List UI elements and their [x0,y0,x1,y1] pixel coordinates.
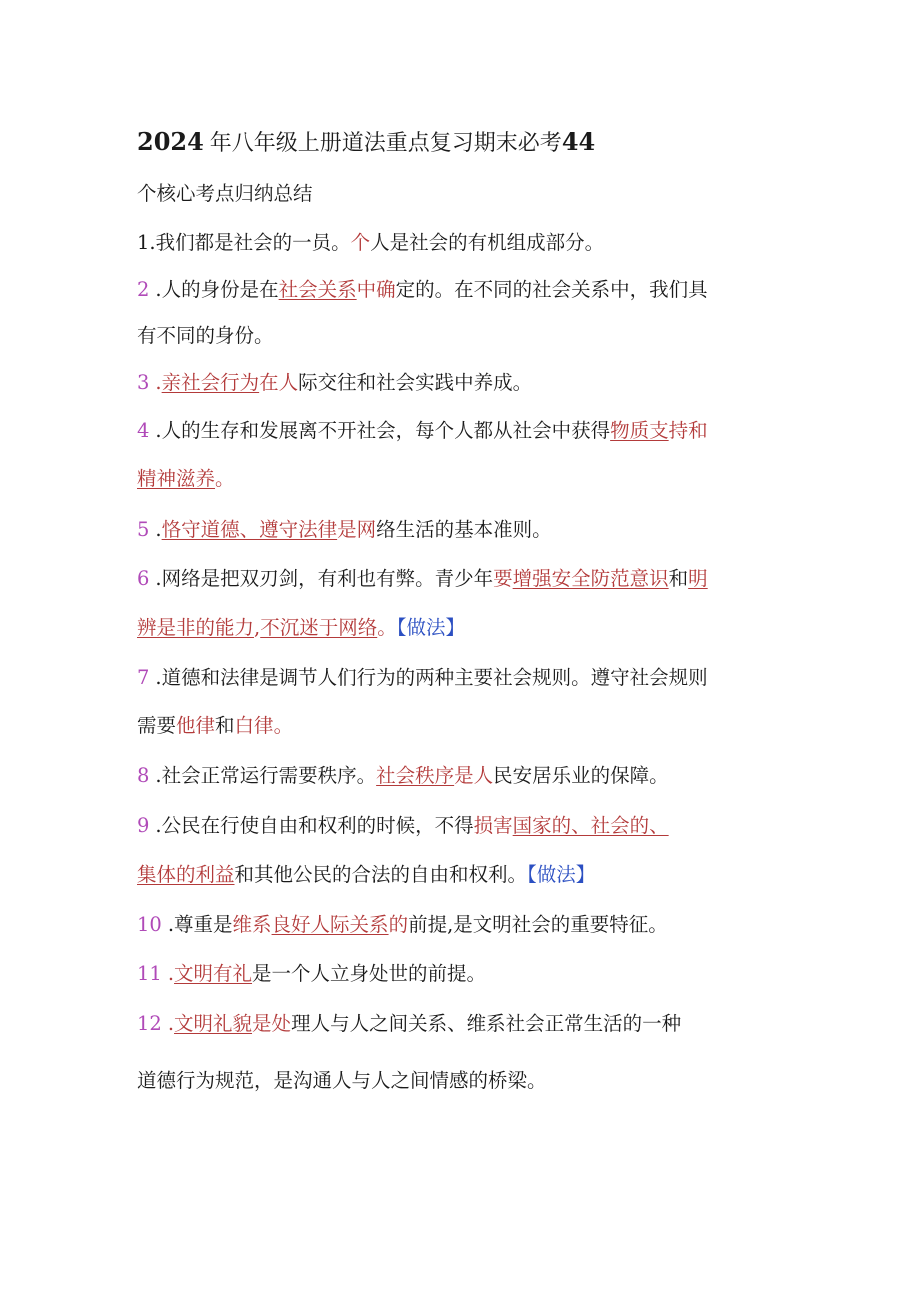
point-text: 。 [377,616,397,639]
key-phrase: 社会秩序 [376,764,455,787]
key-phrase: 集体的利益 [137,863,235,886]
point-text: .人的身份是在 [155,278,279,301]
key-phrase: 精神滋养 [137,467,216,490]
point-6 [137,563,708,595]
key-phrase: 持和 [668,419,708,442]
point-6-cont [137,612,465,644]
method-tag: 【做法】 [396,616,466,639]
point-number: 10 [137,913,162,936]
key-phrase: 要 [493,567,513,590]
point-number: 1. [137,231,156,254]
point-12-cont: 道德行为规范，是沟通人与人之间情感的桥梁。 [137,1069,547,1092]
point-number: 6 [137,567,150,590]
point-7 [137,662,708,694]
key-phrase: 白律 [234,714,274,737]
point-text: 定的。在不同的社会关系中，我们具 [395,278,708,301]
point-text: 。 [215,467,235,490]
doc-title [137,124,595,162]
point-text: 和 [215,714,235,737]
key-phrase: 是处 [252,1012,292,1035]
key-phrase: 增强安全防范意识 [512,567,669,590]
point-text: 前提,是文明社会的重要特征。 [408,913,668,936]
point-text: . [155,371,162,394]
point-text: .道德和法律是调节人们行为的两种主要社会规则。遵守社会规则 [155,666,708,689]
key-phrase: 社会关系 [278,278,357,301]
key-phrase: 是人 [454,764,494,787]
key-phrase: 不沉迷于网络 [260,616,378,639]
point-2-cont: 有不同的身份。 [137,324,274,347]
key-phrase: 辨是非的能力 [137,616,255,639]
point-text: , [254,616,261,639]
key-phrase: 损害 [473,814,513,837]
point-number: 11 [137,962,162,985]
key-phrase: 恪守道德、遵守法律 [161,518,338,541]
point-7-cont [137,710,293,742]
key-phrase: 个 [350,231,371,254]
key-phrase: 的 [388,913,409,936]
title-year: 2024 [137,127,204,156]
point-text: .公民在行使自由和权利的时候，不得 [155,814,474,837]
point-text: .人的生存和发展离不开社会，每个人都从社会中获得 [155,419,611,442]
point-text: . [167,962,175,985]
point-2 [137,274,708,306]
point-text: 际交往和社会实践中养成。 [298,371,533,394]
point-5 [137,514,552,546]
title-text: 年八年级上册道法重点复习期末必考 [209,131,562,156]
title-count: 44 [561,127,596,156]
key-phrase: 文明有礼 [174,962,253,985]
point-4 [137,415,708,447]
key-phrase: 物质支 [610,419,669,442]
point-number: 2 [137,278,150,301]
point-text: 和 [668,567,689,590]
point-text: . [167,1012,175,1035]
key-phrase: 中确 [356,278,396,301]
point-number: 9 [137,814,150,837]
point-number: 12 [137,1012,162,1035]
point-1 [137,227,604,259]
key-phrase: 国家的、社会的、 [512,814,669,837]
point-number: 8 [137,764,150,787]
point-9-cont [137,859,595,891]
point-9 [137,810,669,842]
key-phrase: 亲社会行为 [161,371,260,394]
point-text: 络生活的基本准则。 [376,518,552,541]
doc-subtitle: 个核心考点归纳总结 [137,182,313,205]
key-phrase: 在人 [259,371,299,394]
point-text: 是一个人立身处世的前提。 [252,962,487,985]
point-number: 4 [137,419,150,442]
point-number: 3 [137,371,150,394]
point-text: 理人与人之间关系、维系社会正常生活的一种 [291,1012,682,1035]
point-12 [137,1008,681,1040]
point-11 [137,958,486,990]
point-text: 民安居乐业的保障。 [493,764,669,787]
point-text: .网络是把双刃剑，有利也有弊。青少年 [155,567,494,590]
point-text: .尊重是 [167,913,233,936]
point-text: 需要 [137,714,177,737]
point-text: 人是社会的有机组成部分。 [370,231,605,254]
point-text: 。 [273,714,294,737]
point-8 [137,760,669,792]
key-phrase: 文明礼貌 [174,1012,253,1035]
point-text: 我们都是社会的一员。 [155,231,351,254]
point-4-cont [137,463,235,495]
point-3 [137,367,532,399]
point-10 [137,909,668,941]
key-phrase: 是网 [337,518,377,541]
point-text: . [155,518,162,541]
point-text: 和其他公民的合法的自由和权利。 [234,863,528,886]
key-phrase: 他律 [176,714,216,737]
point-number: 7 [137,666,150,689]
key-phrase: 良好人际关系 [271,913,389,936]
key-phrase: 明 [688,567,708,590]
point-text: .社会正常运行需要秩序。 [155,764,377,787]
method-tag: 【做法】 [527,863,596,886]
point-number: 5 [137,518,150,541]
key-phrase: 维系 [232,913,272,936]
